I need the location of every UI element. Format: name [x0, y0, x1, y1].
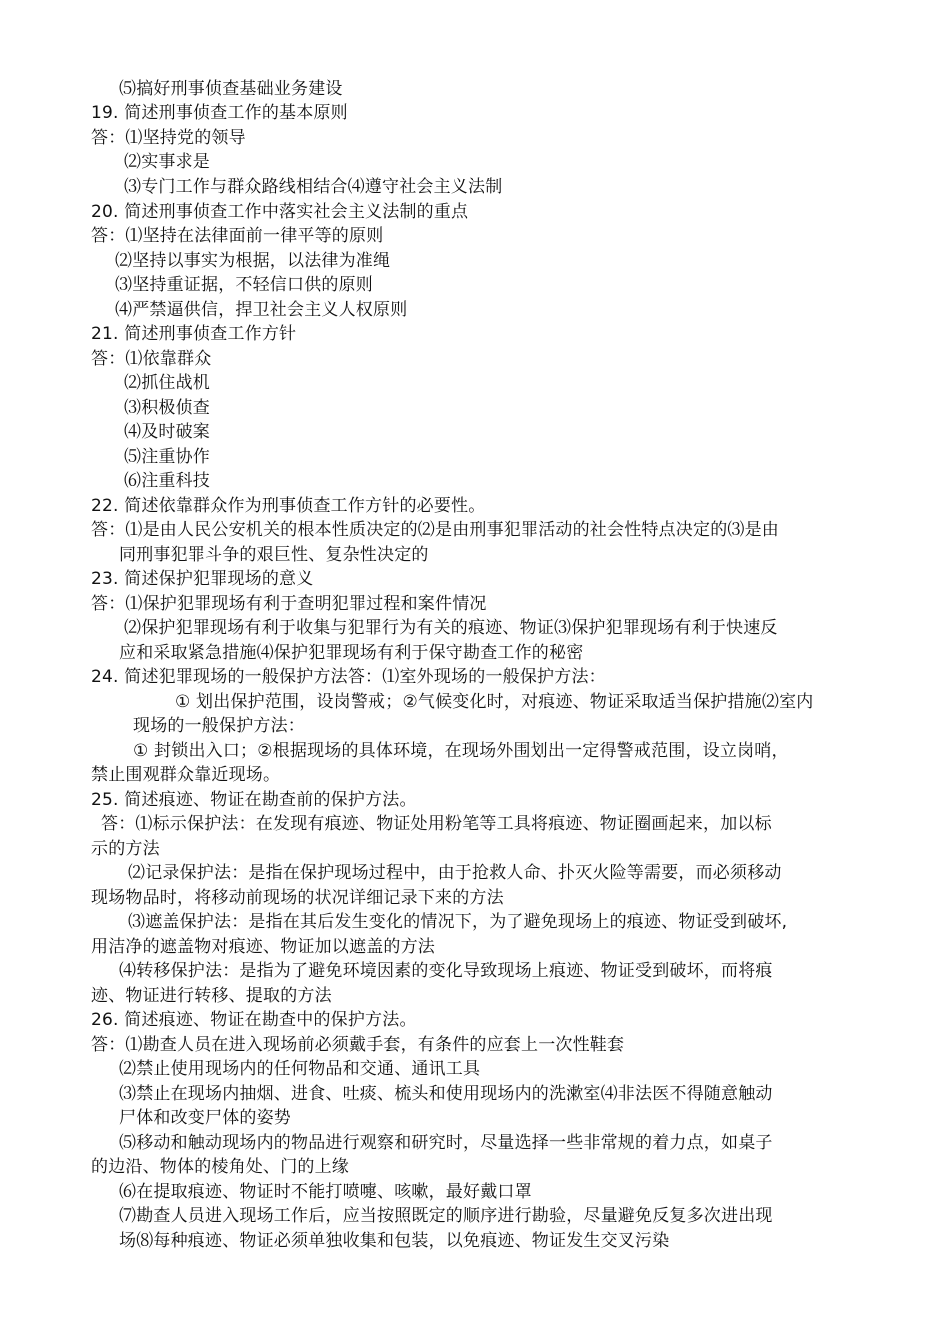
text-line: 迹、物证进行转移、提取的方法: [91, 986, 332, 1006]
text-line: ⑵禁止使用现场内的任何物品和交通、通讯工具: [119, 1059, 481, 1079]
text-line: ⑸注重协作: [124, 447, 210, 467]
answer-line: 答：⑴标示保护法：在发现有痕迹、物证处用粉笔等工具将痕迹、物证圈画起来，加以标: [101, 814, 772, 834]
text-line: 禁止围观群众靠近现场。: [91, 765, 281, 785]
text-line: ⑵抓住战机: [124, 373, 210, 393]
text-line: ① 封锁出入口；②根据现场的具体环境，在现场外围划出一定得警戒范围，设立岗哨，: [133, 741, 789, 761]
text-line: 尸体和改变尸体的姿势: [119, 1108, 291, 1128]
question-heading: 22. 简述依靠群众作为刑事侦查工作方针的必要性。: [91, 496, 486, 516]
text-line: ⑵保护犯罪现场有利于收集与犯罪行为有关的痕迹、物证⑶保护犯罪现场有利于快速反: [124, 618, 778, 638]
text-line: ⑶积极侦查: [124, 398, 210, 418]
answer-line: 答：⑴坚持党的领导: [91, 128, 246, 148]
text-line: ⑷及时破案: [124, 422, 210, 442]
text-line: 场⑻每种痕迹、物证必须单独收集和包装，以免痕迹、物证发生交叉污染: [119, 1231, 670, 1251]
answer-line: 答：⑴勘查人员在进入现场前必须戴手套，有条件的应套上一次性鞋套: [91, 1035, 625, 1055]
text-line: ⑺勘查人员进入现场工作后，应当按照既定的顺序进行勘验，尽量避免反复多次进出现: [119, 1206, 773, 1226]
text-line: 示的方法: [91, 839, 160, 859]
text-line: ① 划出保护范围，设岗警戒；②气候变化时，对痕迹、物证采取适当保护措施⑵室内: [175, 692, 814, 712]
text-line: 同刑事犯罪斗争的艰巨性、复杂性决定的: [119, 545, 429, 565]
text-line: 用洁净的遮盖物对痕迹、物证加以遮盖的方法: [91, 937, 435, 957]
text-line: ⑵记录保护法：是指在保护现场过程中，由于抢救人命、扑灭火险等需要，而必须移动: [128, 863, 782, 883]
question-heading: 24. 简述犯罪现场的一般保护方法答：⑴室外现场的一般保护方法：: [91, 667, 606, 687]
text-line: ⑵坚持以事实为根据，以法律为准绳: [115, 251, 391, 271]
text-line: ⑶遮盖保护法：是指在其后发生变化的情况下，为了避免现场上的痕迹、物证受到破坏,: [128, 912, 788, 932]
text-line: ⑶禁止在现场内抽烟、进食、吐痰、梳头和使用现场内的洗漱室⑷非法医不得随意触动: [119, 1084, 773, 1104]
text-line: 现场物品时，将移动前现场的状况详细记录下来的方法: [91, 888, 504, 908]
answer-line: 答：⑴依靠群众: [91, 349, 212, 369]
question-heading: 25. 简述痕迹、物证在勘查前的保护方法。: [91, 790, 417, 810]
question-heading: 21. 简述刑事侦查工作方针: [91, 324, 297, 344]
text-line: 现场的一般保护方法：: [133, 716, 305, 736]
text-line: ⑵实事求是: [124, 152, 210, 172]
question-heading: 23. 简述保护犯罪现场的意义: [91, 569, 314, 589]
text-line: ⑸移动和触动现场内的物品进行观察和研究时，尽量选择一些非常规的着力点，如桌子: [119, 1133, 773, 1153]
answer-line: 答：⑴保护犯罪现场有利于查明犯罪过程和案件情况: [91, 594, 487, 614]
text-line: ⑹注重科技: [124, 471, 210, 491]
question-heading: 20. 简述刑事侦查工作中落实社会主义法制的重点: [91, 202, 469, 222]
text-line: 应和采取紧急措施⑷保护犯罪现场有利于保守勘查工作的秘密: [119, 643, 584, 663]
text-line: ⑷严禁逼供信，捍卫社会主义人权原则: [115, 300, 408, 320]
text-line: 的边沿、物体的棱角处、门的上缘: [91, 1157, 349, 1177]
question-heading: 26. 简述痕迹、物证在勘查中的保护方法。: [91, 1010, 417, 1030]
text-line: ⑷转移保护法：是指为了避免环境因素的变化导致现场上痕迹、物证受到破坏，而将痕: [119, 961, 773, 981]
text-line: ⑶坚持重证据，不轻信口供的原则: [115, 275, 373, 295]
answer-line: 答：⑴是由人民公安机关的根本性质决定的⑵是由刑事犯罪活动的社会性特点决定的⑶是由: [91, 520, 779, 540]
text-line: ⑹在提取痕迹、物证时不能打喷嚏、咳嗽，最好戴口罩: [119, 1182, 532, 1202]
text-line: ⑸搞好刑事侦查基础业务建设: [119, 79, 343, 99]
text-line: ⑶专门工作与群众路线相结合⑷遵守社会主义法制: [124, 177, 503, 197]
answer-line: 答：⑴坚持在法律面前一律平等的原则: [91, 226, 384, 246]
question-heading: 19. 简述刑事侦查工作的基本原则: [91, 103, 348, 123]
